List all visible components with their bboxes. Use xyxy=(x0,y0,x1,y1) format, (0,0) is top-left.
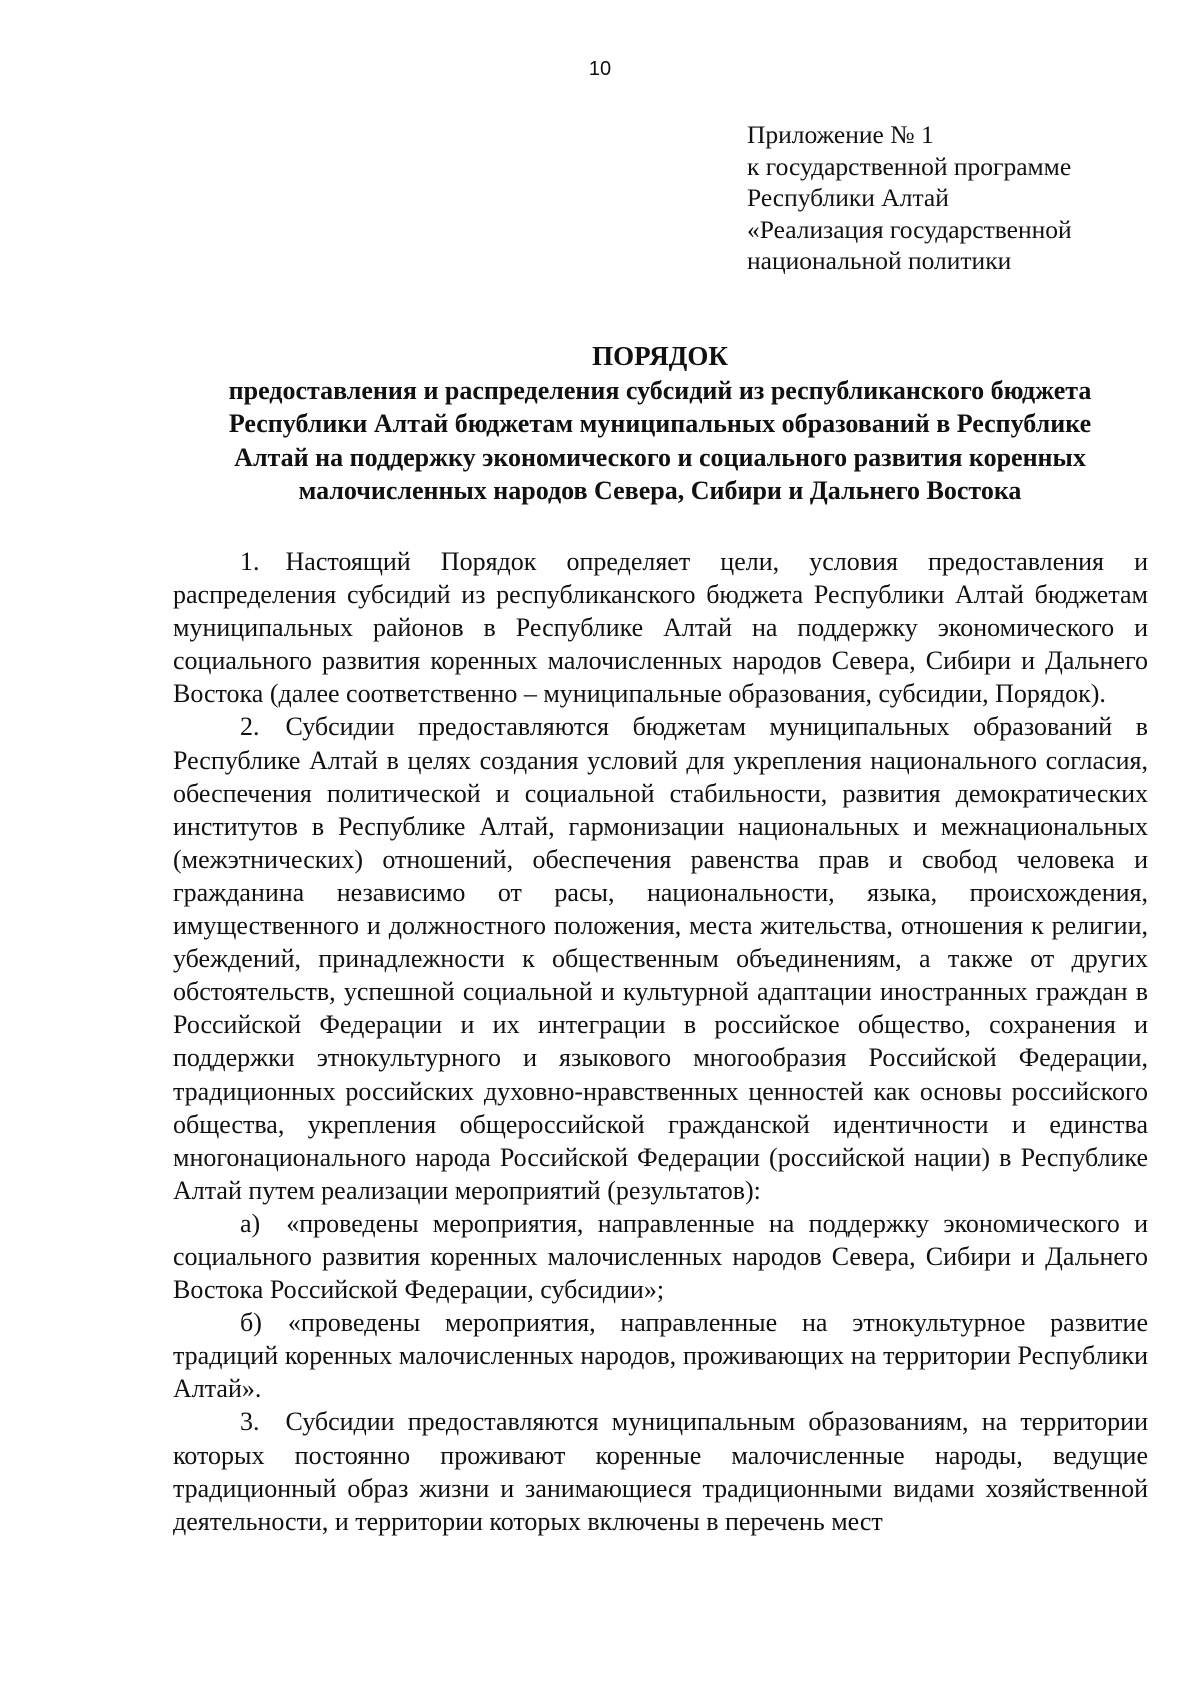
title-subtitle-line: Республики Алтай бюджетам муниципальных образований в Республике xyxy=(228,409,1092,438)
paragraph-2: 2. Субсидии предоставляются бюджетам муниципальных образований в Республике Алтай в целях создания условий для укрепления национального согласия, обеспечения политической и социальной стабильности, развития демократических институтов в Республике Алтай, гармонизации национальных и межнациональных (межэтнических) отношений, обеспечения равенства прав и свобод человека и гражданина независимо от расы, национальности, языка, происхождения, имущественного и должностного положения, места жительства, отношения к религии, убеждений, принадлежности к общественным объединениям, а также от других обстоятельств, успешной социальной и культурной адаптации иностранных граждан в Российской Федерации и их интеграции в российское общество, сохранения и поддержки этнокультурного и языкового многообразия Российской Федерации, традиционных российских духовно-нравственных ценностей как основы российского общества, укрепления общероссийской гражданской идентичности и единства многонационального народа Российской Федерации (российской нации) в Республике Алтай путем реализации мероприятий (результатов): xyxy=(173,712,1148,1205)
title-heading: ПОРЯДОК xyxy=(592,341,728,371)
paragraph-2b: б) «проведены мероприятия, направленные на этнокультурное развитие традиций коренных малочисленных народов, проживающих на территории Республики Алтай». xyxy=(173,1308,1148,1404)
appendix-line: Приложение № 1 xyxy=(747,120,934,149)
appendix-line: Республики Алтай xyxy=(747,183,949,212)
title-subtitle-line: предоставления и распределения субсидий из республиканского бюджета xyxy=(228,375,1092,405)
appendix-line: национальной политики xyxy=(747,246,1012,275)
appendix-line: «Реализация государственной xyxy=(747,214,1072,244)
title-subtitle-line: малочисленных народов Севера, Сибири и Дальнего Востока xyxy=(298,476,1022,505)
appendix-reference xyxy=(747,119,1072,277)
paragraph-2a: а) «проведены мероприятия, направленные на поддержку экономического и социального развития коренных малочисленных народов Севера, Сибири и Дальнего Востока Российской Федерации, субсидии»; xyxy=(173,1208,1148,1305)
document-body xyxy=(173,545,1148,1538)
paragraph-3: 3. Субсидии предоставляются муниципальным образованиям, на территории которых постоянно проживают коренные малочисленные народы, ведущие традиционный образ жизни и занимающиеся традиционными видами хозяйственной деятельности, и территории которых включены в перечень мест xyxy=(173,1407,1148,1536)
paragraph-1: 1. Настоящий Порядок определяет цели, условия предоставления и распределения субсидий из республиканского бюджета Республики Алтай бюджетам муниципальных районов в Республике Алтай на поддержку экономического и социального развития коренных малочисленных народов Севера, Сибири и Дальнего Востока (далее соответственно – муниципальные образования, субсидии, Порядок). xyxy=(173,547,1148,709)
title-subtitle-line: Алтай на поддержку экономического и социального развития коренных xyxy=(234,442,1086,472)
appendix-line: к государственной программе xyxy=(747,151,1072,181)
document-title xyxy=(0,340,1200,508)
page-number: 10 xyxy=(588,58,612,80)
